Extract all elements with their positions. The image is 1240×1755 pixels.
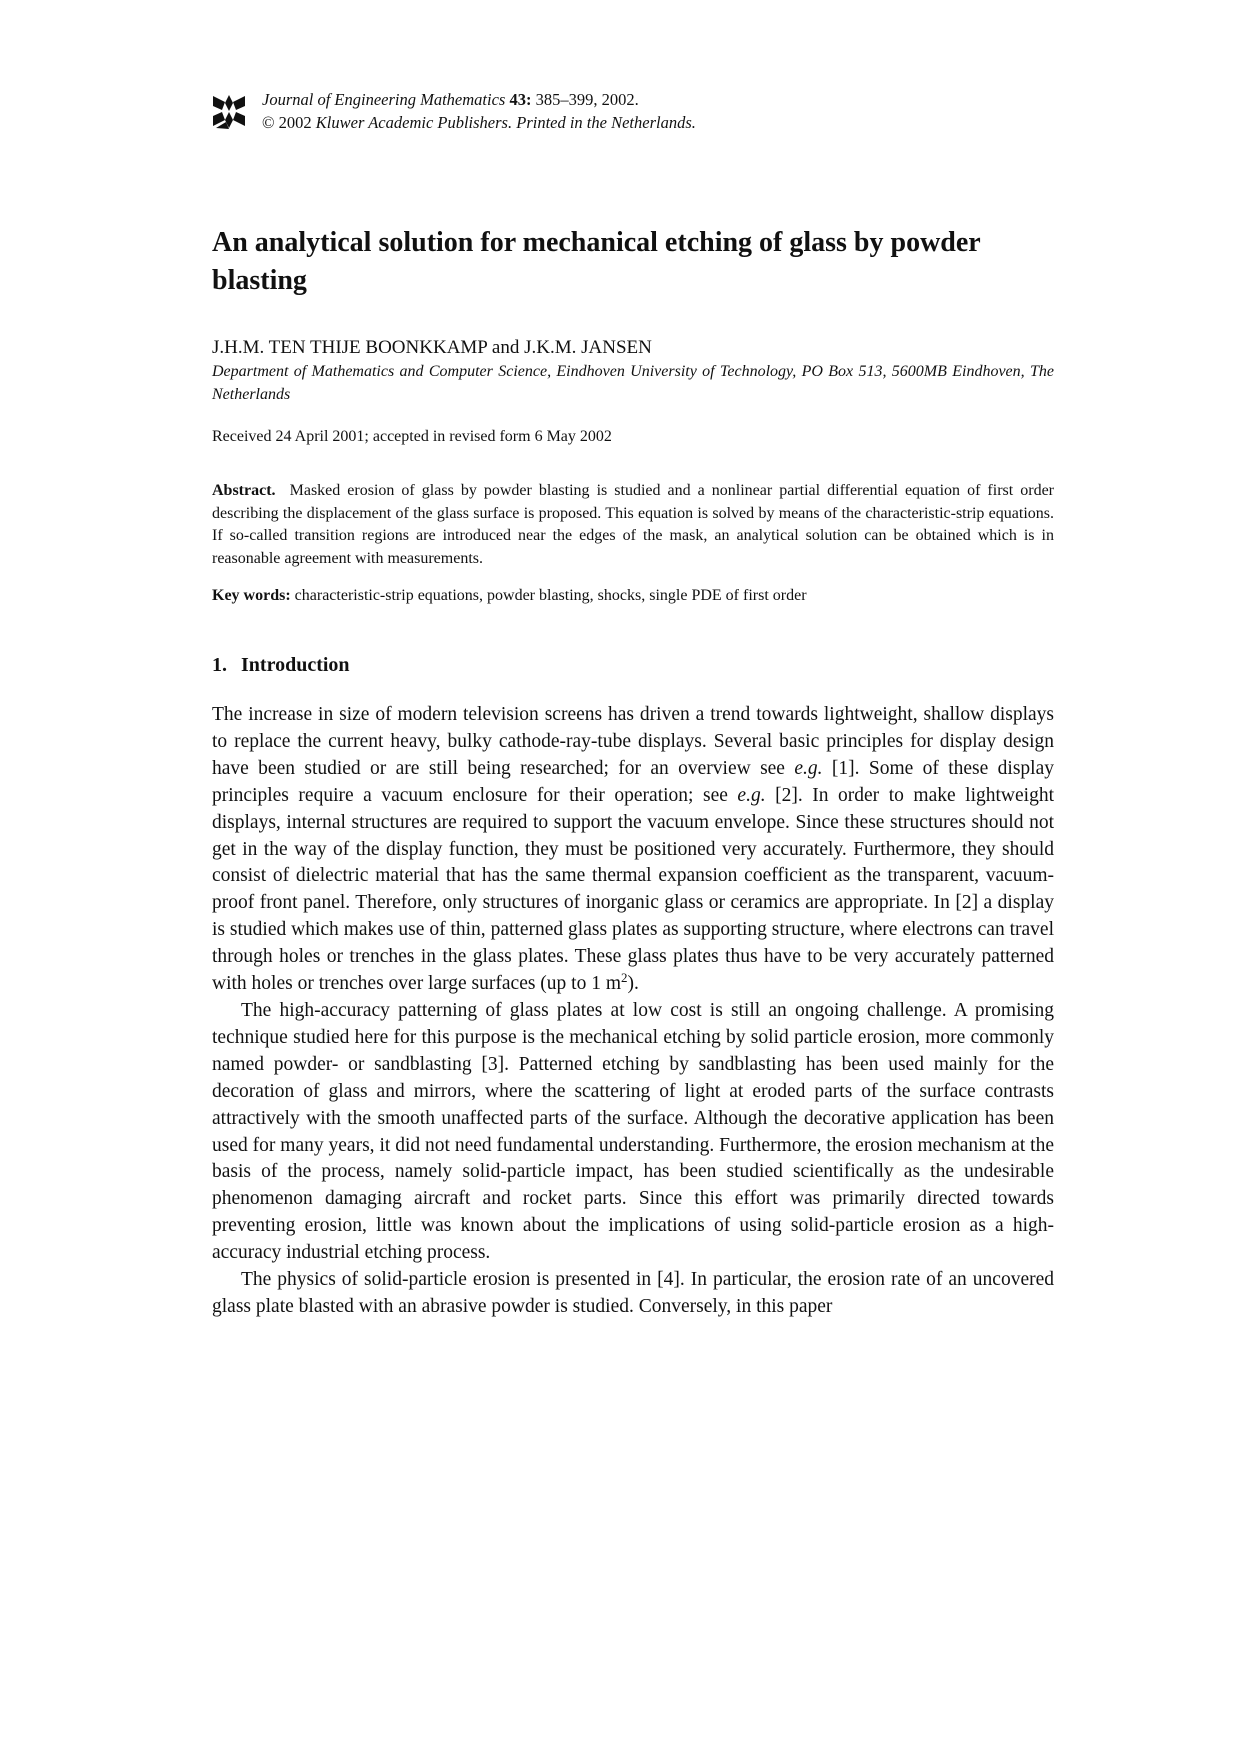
- printed-location: Printed in the Netherlands.: [516, 113, 696, 132]
- journal-volume: 43:: [509, 90, 532, 109]
- keywords-label: Key words:: [212, 587, 291, 604]
- paragraph-text: ).: [627, 973, 639, 995]
- journal-line: [262, 88, 696, 111]
- section-heading-introduction: [212, 652, 1054, 678]
- publisher-logo-icon: [212, 92, 246, 130]
- superscript: 2: [621, 970, 628, 986]
- abstract-label: Abstract.: [212, 482, 276, 499]
- keywords: [212, 585, 1054, 607]
- paragraph-text: [1]. Some of these display principles require a vacuum enclosure for their operation; see: [212, 757, 1054, 806]
- paragraph-text: [2]. In order to make lightweight displays, internal structures are required to support the vacuum envelope. Since these structures should not get in the way of the display function, they must be positioned very accurately. Furthermore, they should consist of dielectric material that has the same thermal expansion coefficient as the transparent, vacuum-proof front panel. Therefore, only structures of inorganic glass or ceramics are appropriate. In [2] a display is studied which makes use of thin, patterned glass plates as supporting structure, where electrons can travel through holes or trenches in the glass plates. These glass plates thus have to be very accurately patterned with holes or trenches over large surfaces (up to 1 m: [212, 784, 1054, 995]
- journal-pages-year: 385–399, 2002.: [535, 90, 639, 109]
- journal-masthead: [212, 84, 1054, 140]
- copyright-line: [262, 111, 696, 134]
- journal-name: Journal of Engineering Mathematics: [262, 90, 506, 109]
- journal-citation: [262, 88, 696, 134]
- paragraph-text: The increase in size of modern television screens has driven a trend towards lightweight, shallow displays to replace the current heavy, bulky cathode-ray-tube displays. Several basic principles for display design have been studied or are still being researched; for an overview see: [212, 704, 1054, 779]
- paragraph: The physics of solid-particle erosion is presented in [4]. In particular, the erosion rate of an uncovered glass plate blasted with an abrasive powder is studied. Conversely, in this paper: [212, 1269, 1054, 1317]
- paper-title: An analytical solution for mechanical etching of glass by powder blasting: [212, 227, 981, 296]
- keywords-text: characteristic-strip equations, powder blasting, shocks, single PDE of first order: [294, 587, 807, 604]
- abstract-text: Masked erosion of glass by powder blasting is studied and a nonlinear partial differential equation of first order describing the displacement of the glass surface is proposed. This equation is solved by means of the characteristic-strip equations. If so-called transition regions are introduced near the edges of the mask, an analytical solution can be obtained which is in reasonable agreement with measurements.: [212, 482, 1054, 567]
- paper-page: [212, 84, 1054, 1321]
- introduction-body: [212, 702, 1054, 1321]
- paragraph: The high-accuracy patterning of glass plates at low cost is still an ongoing challenge. A promising technique studied here for this purpose is the mechanical etching by solid particle erosion, more commonly named powder- or sandblasting [3]. Patterned etching by sandblasting has been used mainly for the decoration of glass and mirrors, where the scattering of light at eroded parts of the surface contrasts attractively with the smooth unaffected parts of the surface. Although the decorative application has been used for many years, it did not need fundamental understanding. Furthermore, the erosion mechanism at the basis of the process, namely solid-particle impact, has been studied scientifically as the undesirable phenomenon damaging aircraft and rocket parts. Since this effort was primarily directed towards preventing erosion, little was known about the implications of using solid-particle erosion as a high-accuracy industrial etching process.: [212, 999, 1054, 1264]
- copyright-year: © 2002: [262, 113, 312, 132]
- section-number: 1.: [212, 654, 227, 676]
- abstract: [212, 480, 1054, 570]
- received-date: Received 24 April 2001; accepted in revised form 6 May 2002: [212, 428, 612, 445]
- emphasis-text: e.g.: [737, 784, 766, 806]
- author-affiliation: Department of Mathematics and Computer Science, Eindhoven University of Technology, PO Box 513, 5600MB Eindhoven, The Netherlands: [212, 363, 1054, 403]
- section-title: Introduction: [241, 654, 350, 676]
- author-list: J.H.M. TEN THIJE BOONKKAMP and J.K.M. JANSEN: [212, 337, 652, 358]
- publisher-name: Kluwer Academic Publishers.: [315, 113, 513, 132]
- paragraph: [212, 702, 1054, 998]
- emphasis-text: e.g.: [794, 757, 823, 779]
